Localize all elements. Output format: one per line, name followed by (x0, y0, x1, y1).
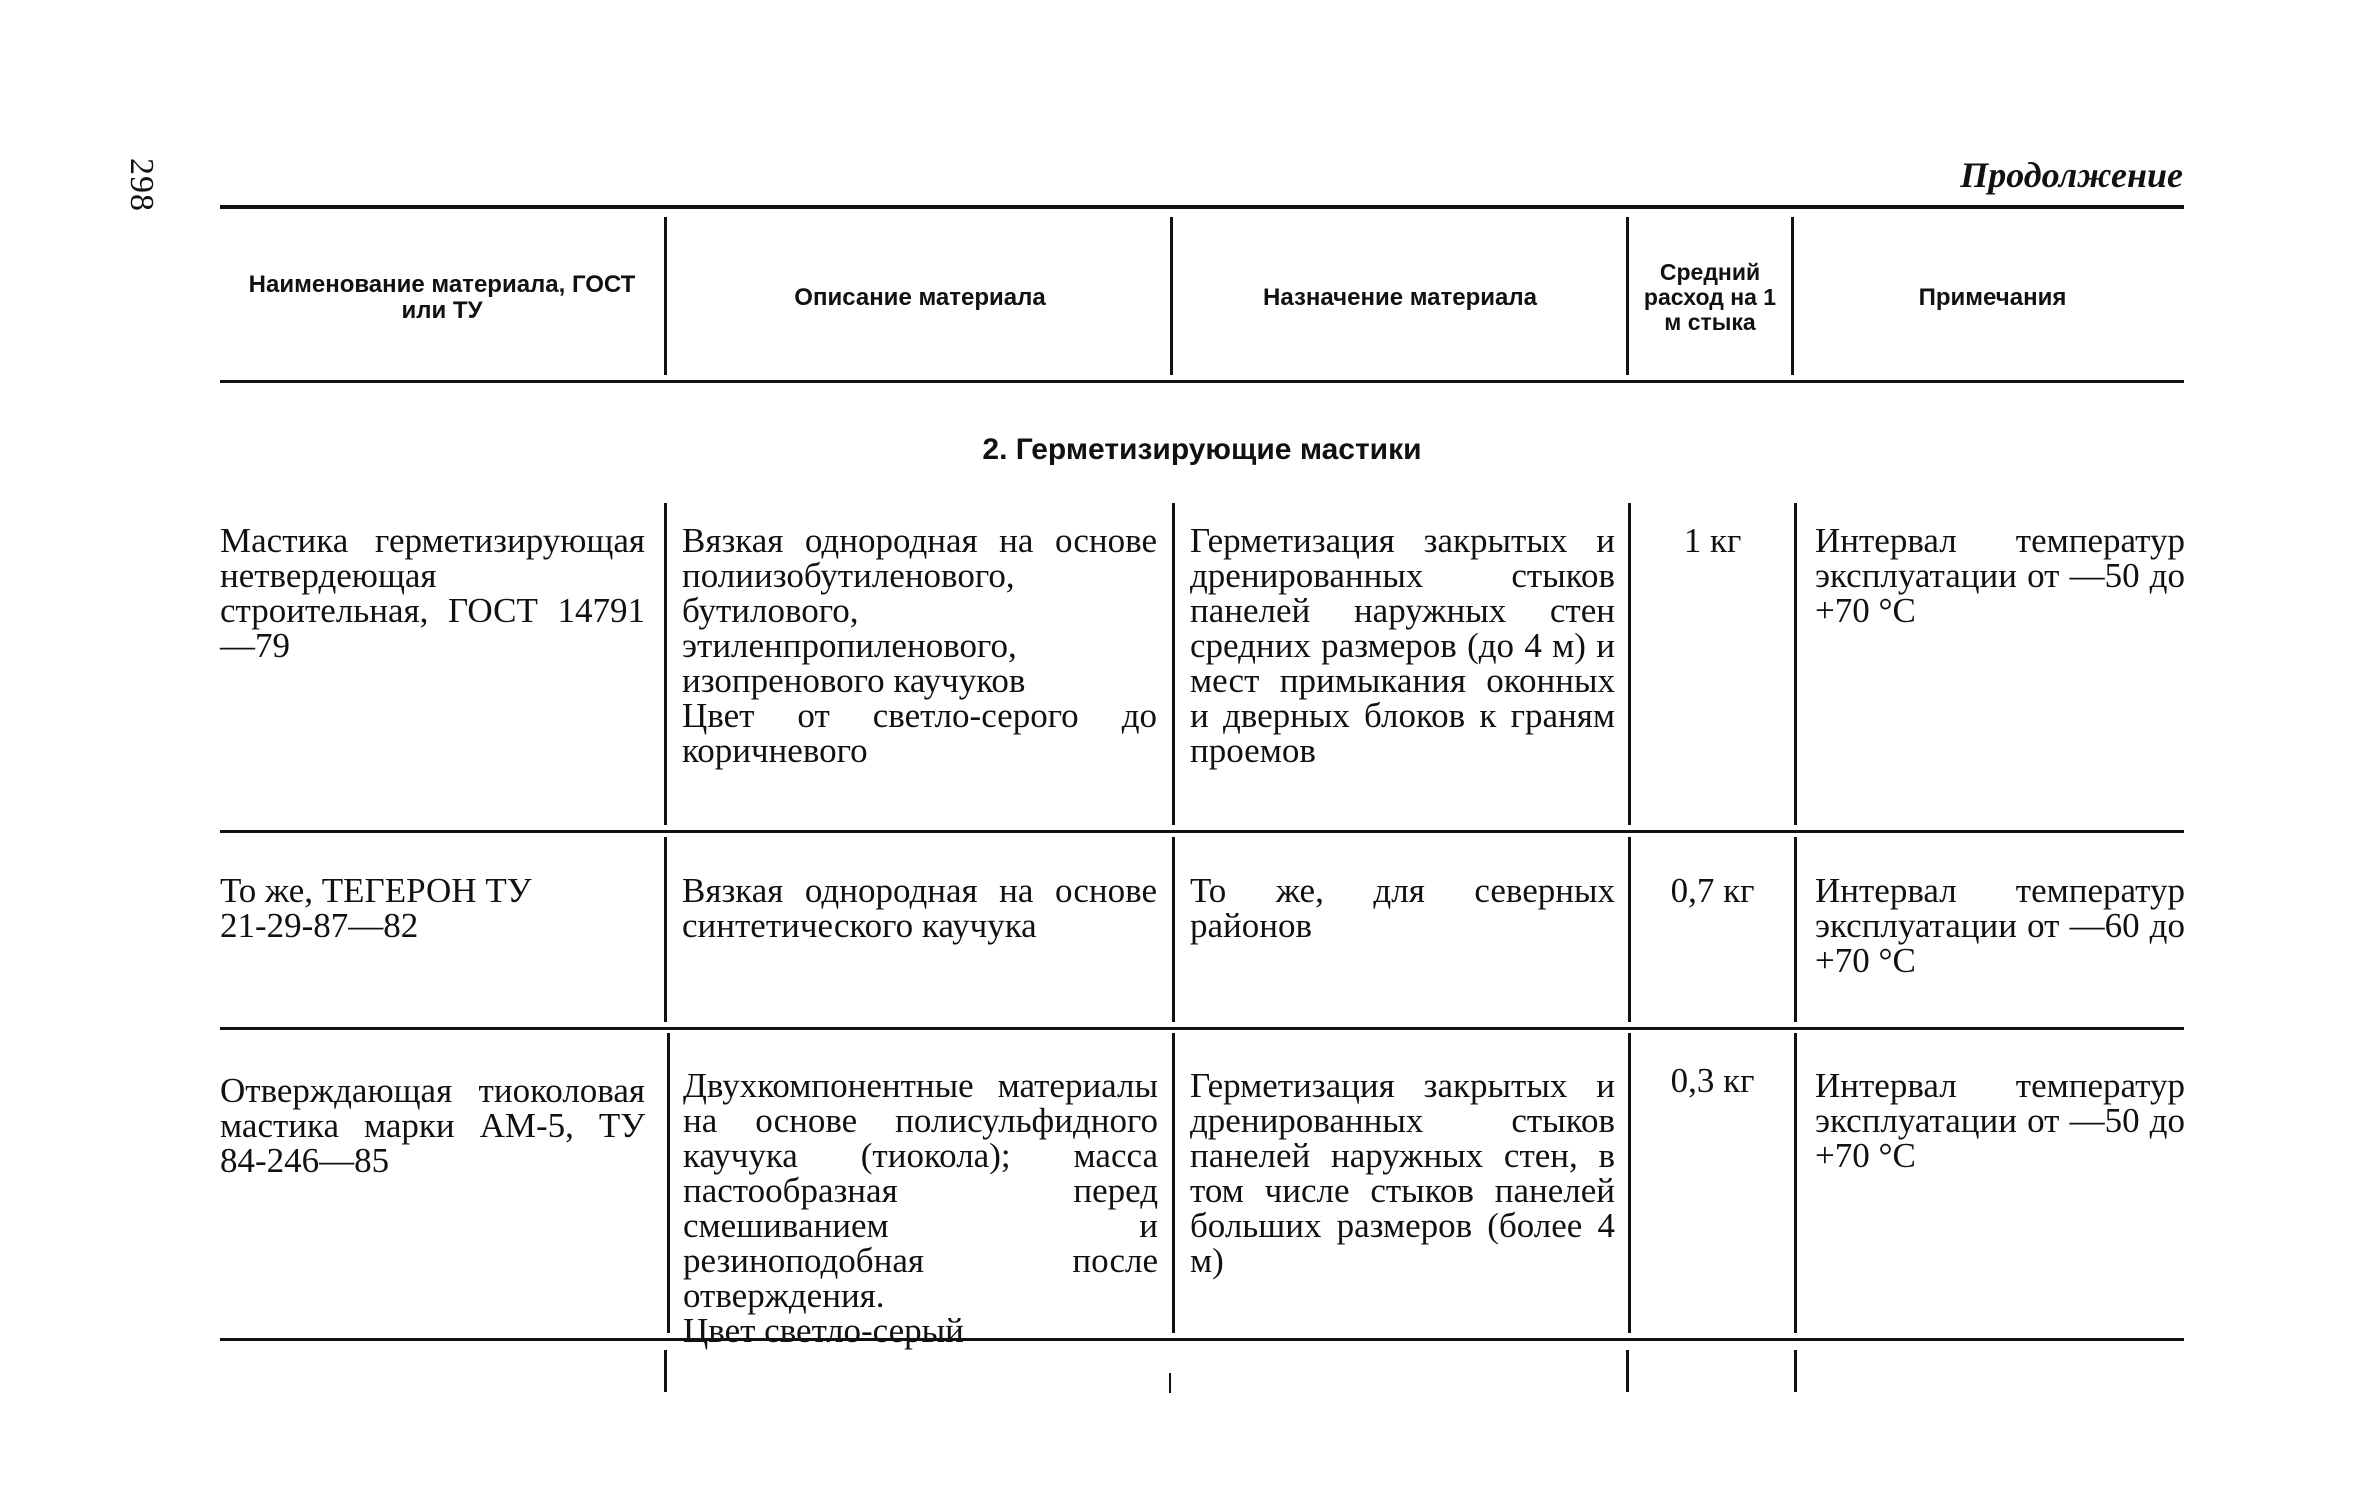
row1-notes: Интервал температур эксплуатации от —50 до +70 °С (1815, 521, 2185, 630)
rule-top (220, 205, 2184, 209)
header-description: Описание материала (794, 283, 1046, 311)
header-consumption: Средний расход на 1 м стыка (1643, 259, 1777, 335)
header-divider-1 (664, 217, 667, 375)
row1-consumption: 1 кг (1683, 521, 1742, 560)
row3-divider-1 (667, 1033, 670, 1333)
row1-divider-4 (1794, 503, 1797, 825)
header-divider-2 (1170, 217, 1173, 375)
row3-description-text: Двухкомпонентные материалы на основе полисульфидного каучука (тиокола); масса пастообразная перед смешиванием и резиноподобная после отверждения. (683, 1066, 1158, 1315)
row2-divider-3 (1628, 837, 1631, 1022)
row1-purpose: Герметизация закрытых и дренированных стыков панелей наружных стен средних размеров (до 4 м) и мест примыкания оконных и дверных блоков к граням проемов (1190, 521, 1615, 770)
rule-row3-bottom (220, 1338, 2184, 1341)
row3-notes: Интервал температур эксплуатации от —50 до +70 °С (1815, 1066, 2185, 1175)
row2-divider-2 (1172, 837, 1175, 1022)
row2-divider-4 (1794, 837, 1797, 1022)
row2-notes: Интервал температур эксплуатации от —60 до +70 °С (1815, 871, 2185, 980)
row2-divider-1 (664, 837, 667, 1022)
rule-row1-bottom (220, 830, 2184, 833)
row1-description-color: Цвет от светло-серого до коричневого (682, 696, 1157, 770)
row1-divider-2 (1172, 503, 1175, 825)
row1-divider-3 (1628, 503, 1631, 825)
stub-divider-2 (1169, 1373, 1171, 1393)
section-title: 2. Герметизирующие мастики (982, 433, 1422, 466)
materials-table (220, 205, 2184, 1395)
stub-divider-1 (664, 1350, 667, 1392)
header-divider-3 (1626, 217, 1629, 375)
row1-description (682, 523, 1157, 768)
continuation-label: Продолжение (1960, 155, 2183, 195)
row2-purpose: То же, для северных районов (1190, 871, 1615, 945)
stub-divider-3 (1626, 1350, 1629, 1392)
header-notes: Примечания (1918, 283, 2067, 311)
row1-description-text: Вязкая однородная на основе полиизобутиленового, бутилового, этиленпропиленового, изопренового каучуков (682, 521, 1157, 700)
header-divider-4 (1791, 217, 1794, 375)
header-name: Наименование материала, ГОСТ или ТУ (248, 270, 636, 324)
row3-divider-2 (1172, 1033, 1175, 1333)
row3-consumption: 0,3 кг (1670, 1061, 1755, 1100)
row3-divider-3 (1628, 1033, 1631, 1333)
row2-description: Вязкая однородная на основе синтетического каучука (682, 871, 1157, 945)
row1-name: Мастика герметизирующая нетвердеющая строительная, ГОСТ 14791—79 (220, 521, 645, 665)
row3-purpose: Герметизация закрытых и дренированных стыков панелей наружных стен, в том числе стыков панелей больших размеров (более 4 м) (1190, 1066, 1615, 1280)
row3-description (683, 1068, 1158, 1348)
row3-divider-4 (1794, 1033, 1797, 1333)
page-number: 298 (123, 158, 160, 212)
row3-name: Отверждающая тиоколовая мастика марки АМ-5, ТУ 84-246—85 (220, 1071, 645, 1180)
stub-divider-4 (1794, 1350, 1797, 1392)
row3-description-color: Цвет светло-серый (683, 1311, 964, 1350)
row1-divider-1 (664, 503, 667, 825)
header-purpose: Назначение материала (1263, 283, 1537, 311)
rule-header-bottom (220, 380, 2184, 383)
row2-name: То же, ТЕГЕРОН ТУ 21-29-87—82 (220, 871, 532, 945)
row2-consumption: 0,7 кг (1670, 871, 1755, 910)
rule-row2-bottom (220, 1027, 2184, 1030)
